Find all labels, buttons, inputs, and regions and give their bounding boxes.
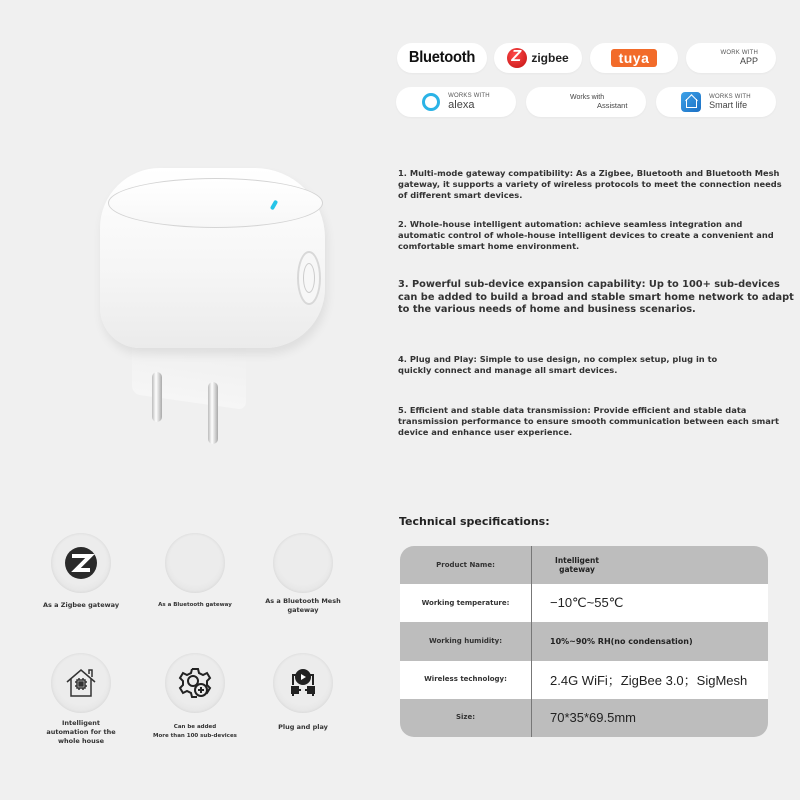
gateway-device-image — [100, 150, 340, 450]
spec-value — [532, 546, 768, 584]
capability-label: As a Bluetooth gateway — [158, 602, 232, 608]
works-with-label: WORKS WITH — [709, 94, 751, 100]
bluetooth-mesh-icon — [273, 533, 333, 593]
device-button-icon — [297, 251, 321, 305]
tuya-logo: tuya — [611, 49, 658, 67]
spec-value: 10%~90% RH(no condensation) — [550, 636, 693, 646]
smart-life-label: Smart life — [709, 100, 748, 110]
assistant-label: Assistant — [597, 101, 628, 110]
device-top-face — [108, 178, 323, 228]
capability-label: Plug and play — [278, 723, 328, 731]
works-with-label: Works with — [570, 94, 605, 101]
spec-row-size — [400, 699, 768, 737]
smart-life-icon — [681, 92, 701, 112]
badge-zigbee — [494, 43, 582, 73]
spec-label: Size: — [400, 699, 532, 737]
spec-value: −10℃~55℃ — [550, 595, 624, 611]
spec-table — [400, 546, 768, 737]
capability-plug-play — [248, 653, 358, 732]
capability-bluetooth-mesh — [248, 533, 358, 615]
feature-1: 1. Multi-mode gateway compatibility: As a Zigbee, Bluetooth and Bluetooth Mesh gateway, it supports a variety of wireless protocols to meet the connection needs of different smart devices. — [398, 168, 782, 200]
capability-zigbee — [26, 533, 136, 610]
bluetooth-logo: Bluetooth — [408, 49, 476, 66]
badge-work-with-app — [686, 43, 776, 73]
zigbee-label: zigbee — [531, 51, 569, 65]
spec-title: Technical specifications: — [399, 515, 550, 528]
smart-house-icon — [51, 653, 111, 713]
spec-label: Working temperature: — [400, 584, 532, 622]
plug-pin-right — [208, 382, 218, 444]
spec-value: 70*35*69.5mm — [550, 710, 636, 726]
badge-bluetooth — [397, 43, 487, 73]
feature-5: 5. Efficient and stable data transmission: Provide efficient and stable data transmission performance to ensure smooth communication between each smart device and enhance user experience. — [398, 405, 779, 437]
app-label: APP — [739, 56, 758, 66]
capability-automation — [26, 653, 136, 746]
work-with-label: WORK WITH — [720, 50, 758, 56]
device-body — [100, 168, 325, 348]
capability-label-line2: More than 100 sub-devices — [153, 733, 237, 739]
capability-label: As a Bluetooth Mesh gateway — [265, 597, 341, 614]
badge-assistant — [526, 87, 646, 117]
capability-label-line1: Can be added — [173, 724, 217, 730]
plug-play-icon — [273, 653, 333, 713]
zigbee-logo-icon — [507, 48, 527, 68]
spec-row-wireless — [400, 661, 768, 699]
feature-4: 4. Plug and Play: Simple to use design, no complex setup, plug in to quickly connect and manage all smart devices. — [398, 354, 718, 375]
capability-bluetooth — [140, 533, 250, 610]
capability-label — [140, 723, 250, 741]
spec-label: Product Name: — [400, 546, 532, 584]
plug-pin-left — [152, 372, 162, 422]
capability-subdevices — [140, 653, 250, 741]
zigbee-icon — [51, 533, 111, 593]
badge-alexa — [396, 87, 516, 117]
spec-label: Working humidity: — [400, 622, 532, 660]
alexa-label: alexa — [448, 99, 475, 111]
alexa-icon — [422, 93, 440, 111]
spec-row-humidity — [400, 622, 768, 660]
spec-row-temperature — [400, 584, 768, 622]
bluetooth-icon — [165, 533, 225, 593]
gear-plus-icon — [165, 653, 225, 713]
badge-smart-life — [656, 87, 776, 117]
capability-label: Intelligent automation for the whole house — [46, 719, 116, 745]
spec-label: Wireless technology: — [400, 661, 532, 699]
badge-tuya — [590, 43, 678, 73]
capability-label: As a Zigbee gateway — [42, 601, 120, 609]
spec-value: 2.4G WiFi；ZigBee 3.0；SigMesh — [550, 673, 748, 689]
feature-3: 3. Powerful sub-device expansion capability: Up to 100+ sub-devices can be added to build a broad and stable smart home network to adapt to the various needs of home and business scenarios. — [398, 279, 794, 315]
works-with-label: WORKS WITH — [448, 93, 490, 99]
spec-value-text: Intelligent gateway — [555, 556, 599, 575]
feature-2: 2. Whole-house intelligent automation: achieve seamless integration and automatic control of whole-house intelligent devices to create a convenient and comfortable smart home environment. — [398, 219, 774, 251]
spec-row-product-name — [400, 546, 768, 584]
